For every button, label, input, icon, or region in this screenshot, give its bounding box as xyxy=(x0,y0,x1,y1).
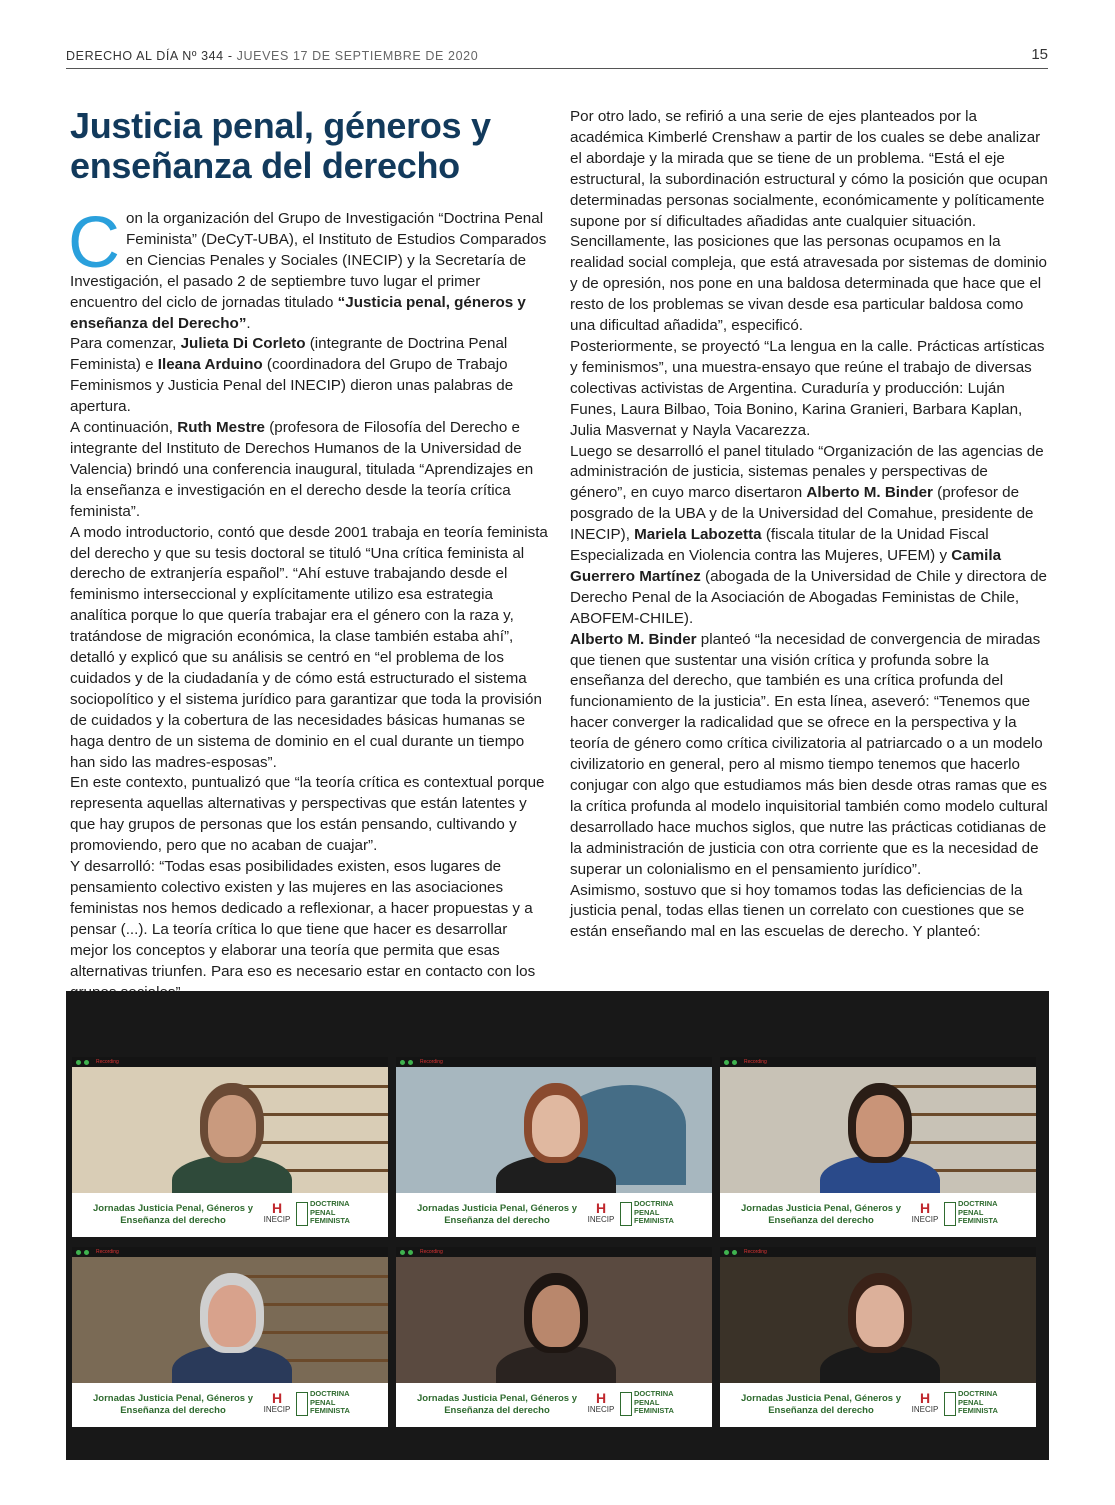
inecip-label: INECIP xyxy=(263,1405,291,1414)
participant-video xyxy=(396,1257,712,1383)
video-call-screenshot xyxy=(66,991,1049,1460)
participant-video xyxy=(720,1257,1036,1383)
text-run: planteó “la necesidad de convergencia de miradas que tienen que sustentar una visión crítica y profunda sobre la enseñanza del derecho, que también es una crítica profunda del funcionamiento de la justicia”. En esta línea, aseveró: “Tenemos que hacer converger la radicalidad que se ofrece en la perspectiva y la teoría de género como crítica civilizatoria al patriarcado o a un modelo civilizatorio en general, pero al mismo tiempo tenemos que hacerlo conjugar con algo que estudiamos más bien desde otras ramas que es la crítica profunda al modelo inquisitorial también como modelo cultural desarrollado hace muchos siglos, que nutre las prácticas cotidianas de la administración de justicia con otra corriente que es la necesidad de superar un colonialismo en el pensamiento jurídico”. xyxy=(570,630,1048,878)
inecip-label: INECIP xyxy=(587,1405,615,1414)
dpf-line: FEMINISTA xyxy=(310,1216,350,1225)
speaker-name: Alberto M. Binder xyxy=(570,630,697,648)
inecip-logo xyxy=(587,1201,615,1225)
dpf-label xyxy=(634,1390,674,1416)
inecip-mark-icon: H xyxy=(271,1200,283,1216)
status-dot-icon xyxy=(76,1060,81,1065)
text-run: (coordinadora del Grupo de Trabajo Feminismos y Justicia Penal del INECIP) dieron unas palabras de apertura. xyxy=(70,356,514,416)
paragraph-body: Por otro lado, se refirió a una serie de ejes planteados por la académica Kimberlé Crenshaw a partir de los cuales se debe analizar el abordaje y la mirada que se tiene de un problema. “Está el eje estructural, la subordinación estructural y cómo la posición que ocupan determinadas personas socialmente, económicamente y políticamente supone por sí dificultades añadidas ante cualquier situación. Sencillamente, las posiciones que las personas ocupamos en la realidad social compleja, que está atravesada por sistemas de dominio y de opresión, nos pone en una baldosa determinada que hace que el resto de los problemas se vivan desde esa particular baldosa como una dificultad añadida”, especificó. xyxy=(570,108,1048,335)
dpf-line: PENAL xyxy=(958,1397,984,1407)
paragraph-opening xyxy=(70,334,548,418)
tile-toolbar xyxy=(720,1057,1036,1067)
header-separator: - xyxy=(227,49,233,63)
inecip-mark-icon: H xyxy=(919,1390,931,1406)
page-number: 15 xyxy=(1031,46,1048,63)
status-dot-icon xyxy=(724,1250,729,1255)
dpf-line: DOCTRINA xyxy=(310,1199,350,1208)
paragraph-body: Y desarrolló: “Todas esas posibilidades existen, esos lugares de pensamiento colectivo existen y las mujeres en las asociaciones feministas nos hemos dedicado a reflexionar, a hacer propuestas y a pensar (...). La teoría crítica lo que tiene que hacer es desarrollar mejor los conceptos y elaborar una teoría que permita que esas alternativas triunfen. Para eso es necesario estar en contacto con los xyxy=(70,858,536,980)
article-title: Justicia penal, géneros y enseñanza del derecho xyxy=(70,105,491,186)
inecip-label: INECIP xyxy=(911,1405,939,1414)
status-dot-icon xyxy=(724,1060,729,1065)
speaker-name: Camila Guerrero Martínez xyxy=(570,547,1002,585)
dpf-line: PENAL xyxy=(310,1397,336,1407)
text-run: (profesor de posgrado de la UBA y de la Universidad del Comahue, presidente de INECIP), xyxy=(570,484,1034,544)
video-tile xyxy=(396,1247,712,1427)
dpf-label xyxy=(310,1390,350,1416)
inecip-logo xyxy=(263,1201,291,1225)
event-banner xyxy=(72,1193,388,1237)
status-dot-icon xyxy=(732,1060,737,1065)
recording-label: Recording xyxy=(96,1249,119,1255)
recording-label: Recording xyxy=(96,1059,119,1065)
issue-date: JUEVES 17 DE SEPTIEMBRE DE 2020 xyxy=(236,49,479,63)
participant-video xyxy=(396,1067,712,1193)
speaker-name: Ruth Mestre xyxy=(177,419,265,437)
dpf-line: DOCTRINA xyxy=(958,1389,998,1398)
speaker-name: Ileana Arduino xyxy=(157,356,263,374)
paragraph-body: En este contexto, puntualizó que “la teoría crítica es contextual porque representa aquellas alternativas y perspectivas que están latentes y que hay grupos de personas que los están pensando, cultivando y promoviendo, pero que no acaban de cuajar”. xyxy=(70,774,545,855)
video-tile xyxy=(72,1247,388,1427)
inecip-logo xyxy=(911,1201,939,1225)
dpf-mark-icon xyxy=(296,1202,308,1226)
dpf-line: DOCTRINA xyxy=(958,1199,998,1208)
dpf-label xyxy=(310,1200,350,1226)
header-publication-line xyxy=(66,49,478,63)
dpf-line: FEMINISTA xyxy=(634,1216,674,1225)
page-header xyxy=(66,46,1048,69)
participant-video xyxy=(720,1067,1036,1193)
status-dot-icon xyxy=(84,1060,89,1065)
dpf-line: FEMINISTA xyxy=(958,1216,998,1225)
status-dot-icon xyxy=(400,1250,405,1255)
participant-video xyxy=(72,1067,388,1193)
dpf-line: DOCTRINA xyxy=(310,1389,350,1398)
dpf-mark-icon xyxy=(944,1202,956,1226)
banner-title: Jornadas Justicia Penal, Géneros y Enseñanza del derecho xyxy=(417,1393,577,1416)
event-title: “Justicia penal, géneros y enseñanza del Derecho” xyxy=(70,293,526,332)
inecip-logo xyxy=(587,1391,615,1415)
speaker-name: Mariela Labozetta xyxy=(634,526,762,544)
article-column-right xyxy=(570,107,1048,943)
tile-toolbar xyxy=(396,1247,712,1257)
inecip-mark-icon: H xyxy=(595,1200,607,1216)
tile-toolbar xyxy=(72,1247,388,1257)
text-run: (abogada de la Universidad de Chile y directora de Derecho Penal de la Asociación de Abogadas Feministas de Chile, ABOFEM-CHILE). xyxy=(570,567,1047,627)
banner-title: Jornadas Justicia Penal, Géneros y Enseñanza del derecho xyxy=(741,1203,901,1226)
dpf-mark-icon xyxy=(944,1392,956,1416)
event-banner xyxy=(720,1383,1036,1427)
article-column-left xyxy=(68,203,548,1003)
dpf-line: PENAL xyxy=(634,1207,660,1217)
paragraph-body: Asimismo, sostuvo que si hoy tomamos todas las deficiencias de la justicia penal, todas ellas tienen un correlato con cuestiones que se están enseñando mal en las escuelas de derecho. Y planteó: xyxy=(570,881,1025,941)
dpf-label xyxy=(634,1200,674,1226)
inecip-mark-icon: H xyxy=(919,1200,931,1216)
dpf-line: PENAL xyxy=(310,1207,336,1217)
status-dot-icon xyxy=(732,1250,737,1255)
dpf-label xyxy=(958,1390,998,1416)
banner-title: Jornadas Justicia Penal, Géneros y Enseñanza del derecho xyxy=(741,1393,901,1416)
participant-face xyxy=(208,1285,256,1347)
paragraph-panel xyxy=(570,442,1048,630)
event-banner xyxy=(396,1193,712,1237)
dpf-line: FEMINISTA xyxy=(958,1406,998,1415)
text-run: . xyxy=(246,314,251,332)
paragraph-conference xyxy=(70,418,548,523)
paragraph-body: Posteriormente, se proyectó “La lengua en la calle. Prácticas artísticas y feminismos”, una muestra-ensayo que reúne el trabajo de diversas colectivas activistas de Argentina. Curaduría y producción: Luján Funes, Laura Bilbao, Toia Bonino, Karina Granieri, Barbara Kaplan, Julia Masvernat y Nayla Vacarezza. xyxy=(570,337,1045,439)
recording-label: Recording xyxy=(744,1059,767,1065)
paragraph-intro xyxy=(68,203,548,334)
video-tile xyxy=(720,1247,1036,1427)
recording-label: Recording xyxy=(420,1059,443,1065)
participant-face xyxy=(532,1285,580,1347)
status-dot-icon xyxy=(408,1060,413,1065)
text-run: Para comenzar, xyxy=(70,335,181,353)
speaker-name: Alberto M. Binder xyxy=(806,484,933,502)
dpf-label xyxy=(958,1200,998,1226)
event-banner xyxy=(396,1383,712,1427)
dpf-line: PENAL xyxy=(634,1397,660,1407)
paragraph-body: A modo introductorio, contó que desde 2001 trabaja en teoría feminista del derecho y que su tesis doctoral se tituló “Una crítica feminista al derecho de extranjería español”. “Ahí estuve trabajando desde el feminismo interseccional y explícitamente utilizo esa estrategia analítica porque lo que quería trabajar era el género con la raza y, tratándose de migración económica, la clase también estaba ahí”, detalló y explicó que su análisis se centró en “el problema de los cuidados y de la ciudadanía y de cómo está estructurado el sistema sociopolítico y el sistema jurídico para garantizar que toda la provisión de cuidados y la cobertura de las necesidades básicas humanas se haga dentro de un sistema de dominio en el cual durante un tiempo han sido las madres-esposas”. xyxy=(70,523,548,771)
status-dot-icon xyxy=(400,1060,405,1065)
dpf-line: FEMINISTA xyxy=(634,1406,674,1415)
text-run: (fiscala titular de la Unidad Fiscal Especializada en Violencia contra las Mujeres, UFEM) y xyxy=(570,526,989,565)
participant-face xyxy=(856,1285,904,1347)
video-tile xyxy=(72,1057,388,1237)
dpf-line: DOCTRINA xyxy=(634,1389,674,1398)
text-run: Luego se desarrolló el panel titulado “Organización de las agencias de administración de justicia, sistemas penales y perspectivas de género”, en cuyo marco disertaron xyxy=(570,442,1044,502)
inecip-logo xyxy=(911,1391,939,1415)
text-run: (integrante de Doctrina Penal Feminista) e xyxy=(70,335,508,374)
inecip-label: INECIP xyxy=(587,1215,615,1224)
video-tile xyxy=(720,1057,1036,1237)
inecip-label: INECIP xyxy=(911,1215,939,1224)
text-run: on la organización del Grupo de Investigación “Doctrina Penal Feminista” (DeCyT-UBA), el Instituto de Estudios Comparados en Ciencias Penales y Sociales (INECIP) y la Secretaría de Investigación, el pasado 2 de septiembre tuvo lugar el primer encuentro del ciclo de jornadas titulado xyxy=(70,210,547,311)
status-dot-icon xyxy=(76,1250,81,1255)
dpf-line: DOCTRINA xyxy=(634,1199,674,1208)
banner-title: Jornadas Justicia Penal, Géneros y Enseñanza del derecho xyxy=(93,1203,253,1226)
tile-toolbar xyxy=(396,1057,712,1067)
text-run: A continuación, xyxy=(70,419,178,437)
tile-toolbar xyxy=(72,1057,388,1067)
speaker-name: Julieta Di Corleto xyxy=(180,335,306,353)
status-dot-icon xyxy=(84,1250,89,1255)
inecip-label: INECIP xyxy=(263,1215,291,1224)
dpf-line: FEMINISTA xyxy=(310,1406,350,1415)
dpf-mark-icon xyxy=(620,1202,632,1226)
event-banner xyxy=(72,1383,388,1427)
participant-face xyxy=(856,1095,904,1157)
status-dot-icon xyxy=(408,1250,413,1255)
inecip-mark-icon: H xyxy=(595,1390,607,1406)
participant-face xyxy=(532,1095,580,1157)
video-tile xyxy=(396,1057,712,1237)
text-run: (profesora de Filosofía del Derecho e integrante del Instituto de Derechos Humanos de la Universidad de Valencia) brindó una conferencia inaugural, titulada “Aprendizajes en la enseñanza e investigación en el derecho desde la teoría crítica feminista”. xyxy=(70,419,534,520)
tile-toolbar xyxy=(720,1247,1036,1257)
dpf-mark-icon xyxy=(296,1392,308,1416)
drop-cap: C xyxy=(68,203,120,283)
dpf-mark-icon xyxy=(620,1392,632,1416)
dpf-line: PENAL xyxy=(958,1207,984,1217)
recording-label: Recording xyxy=(420,1249,443,1255)
participant-video xyxy=(72,1257,388,1383)
inecip-mark-icon: H xyxy=(271,1390,283,1406)
recording-label: Recording xyxy=(744,1249,767,1255)
banner-title: Jornadas Justicia Penal, Géneros y Enseñanza del derecho xyxy=(417,1203,577,1226)
participant-face xyxy=(208,1095,256,1157)
paragraph-binder xyxy=(570,630,1048,881)
publication-name: DERECHO AL DÍA Nº 344 xyxy=(66,49,224,63)
event-banner xyxy=(720,1193,1036,1237)
inecip-logo xyxy=(263,1391,291,1415)
banner-title: Jornadas Justicia Penal, Géneros y Enseñanza del derecho xyxy=(93,1393,253,1416)
